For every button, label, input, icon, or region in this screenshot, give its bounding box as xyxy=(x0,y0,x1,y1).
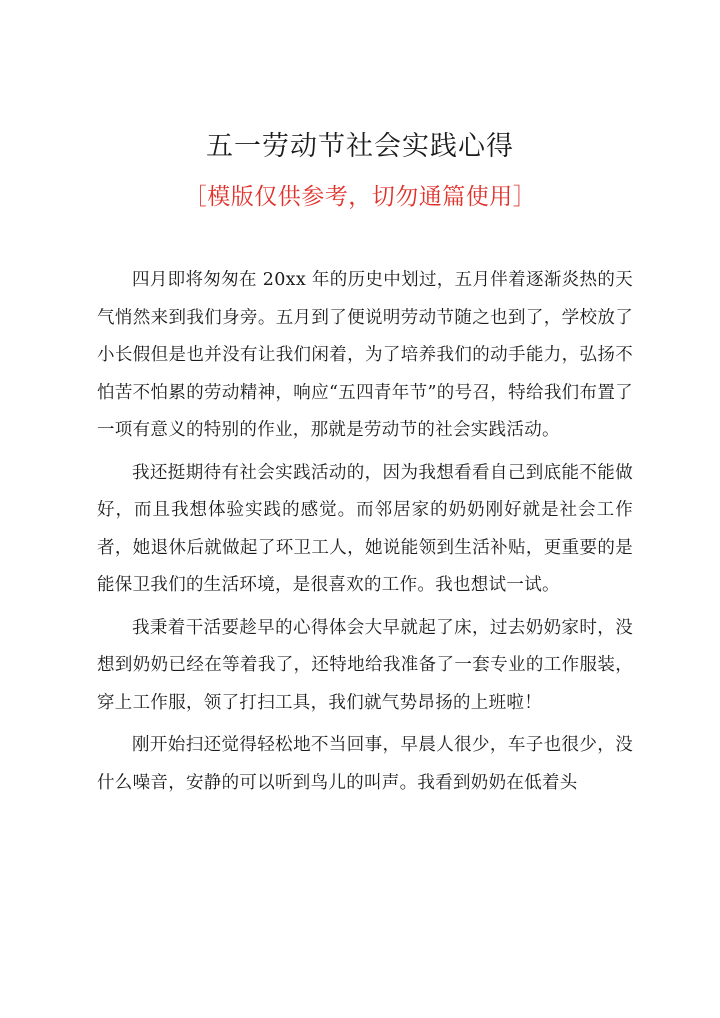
document-title: 五一劳动节社会实践心得 xyxy=(206,131,514,162)
template-notice: ［模版仅供参考，切勿通篇使用］ xyxy=(183,184,537,210)
paragraph: 刚开始扫还觉得轻松地不当回事，早晨人很少，车子也很少，没什么噪音，安静的可以听到鸟儿的叫声。我看到奶奶在低着头 xyxy=(97,735,633,793)
paragraph: 我还挺期待有社会实践活动的，因为我想看看自己到底能不能做好，而且我想体验实践的感觉。而邻居家的奶奶刚好就是社会工作者，她退休后就做起了环卫工人，她说能领到生活补贴，更重要的是能保卫我们的生活环境，是很喜欢的工作。我也想试一试。 xyxy=(97,462,633,595)
document-body xyxy=(97,262,633,807)
paragraph: 四月即将匆匆在 20xx 年的历史中划过，五月伴着逐渐炎热的天气悄然来到我们身旁。五月到了便说明劳动节随之也到了，学校放了小长假但是也并没有让我们闲着，为了培养我们的动手能力，弘扬不怕苦不怕累的劳动精神，响应“五四青年节”的号召，特给我们布置了一项有意义的特别的作业，那就是劳动节的社会实践活动。 xyxy=(97,270,633,440)
paragraph: 我秉着干活要趁早的心得体会大早就起了床，过去奶奶家时，没想到奶奶已经在等着我了，还特地给我准备了一套专业的工作服装，穿上工作服，领了打扫工具，我们就气势昂扬的上班啦！ xyxy=(97,617,633,713)
